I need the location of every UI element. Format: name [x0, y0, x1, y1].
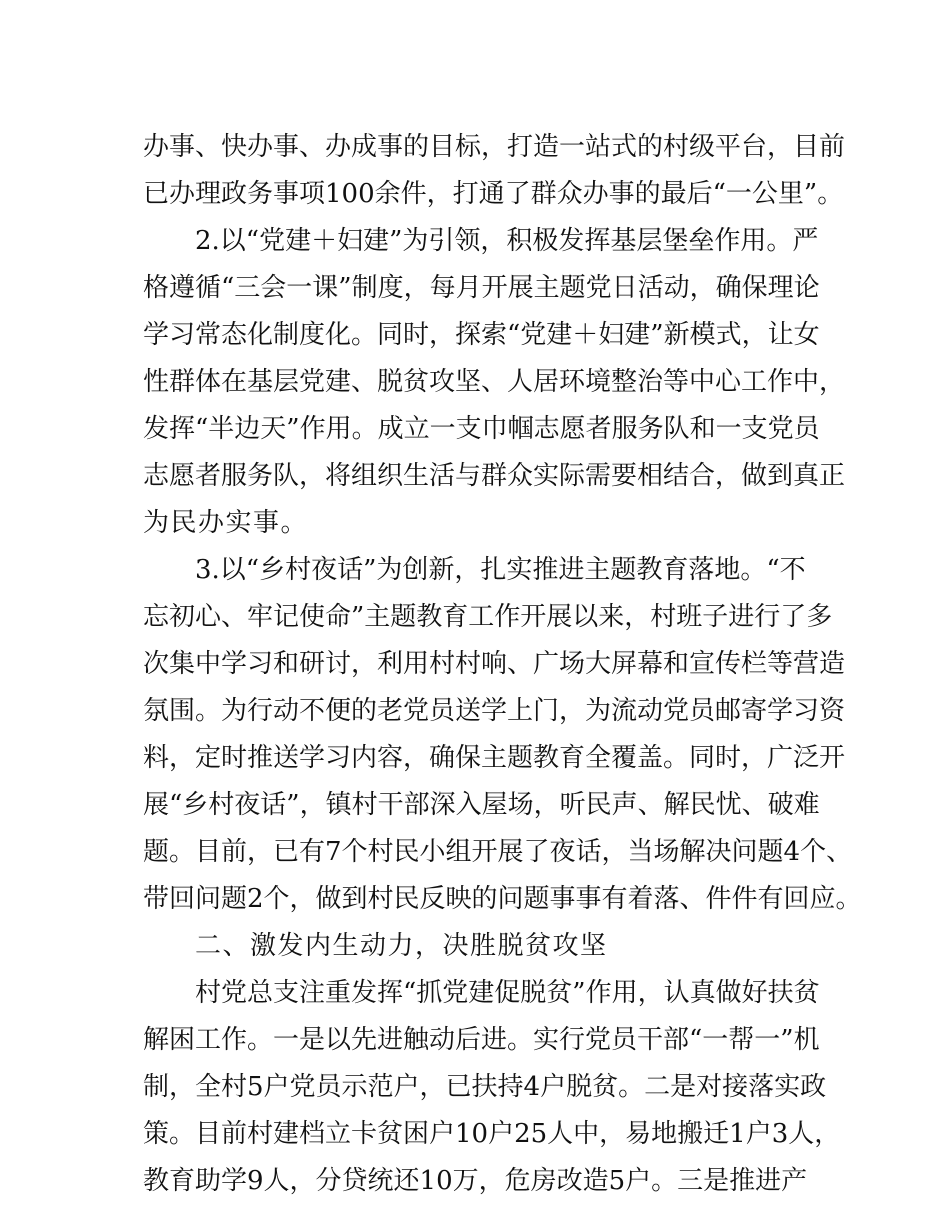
- text-line: 题。目前，已有7个村民小组开展了夜话，当场解决问题4个、: [143, 837, 853, 867]
- text-line: 料，定时推送学习内容，确保主题教育全覆盖。同时，广泛开: [143, 743, 846, 773]
- text-line: 发挥“半边天”作用。成立一支巾帼志愿者服务队和一支党员: [143, 414, 820, 444]
- paragraph-first-line: 二、激发内生动力，决胜脱贫攻坚: [195, 931, 608, 961]
- paragraph-first-line: 2.以“党建＋妇建”为引领，积极发挥基层堡垒作用。严: [195, 226, 819, 256]
- text-line: 志愿者服务队，将组织生活与群众实际需要相结合，做到真正: [143, 461, 846, 491]
- text-line: 忘初心、牢记使命”主题教育工作开展以来，村班子进行了多: [143, 602, 833, 632]
- text-line: 制，全村5户党员示范户，已扶持4户脱贫。二是对接落实政: [143, 1072, 827, 1102]
- text-line: 解困工作。一是以先进触动后进。实行党员干部“一帮一”机: [143, 1025, 820, 1055]
- paragraph-first-line: 村党总支注重发挥“抓党建促脱贫”作用，认真做好扶贫: [195, 978, 820, 1008]
- text-line: 教育助学9人，分贷统还10万，危房改造5户。三是推进产: [143, 1166, 808, 1196]
- text-line: 策。目前村建档立卡贫困户10户25人中，易地搬迁1户3人，: [143, 1119, 841, 1149]
- text-line: 已办理政务事项100余件，打通了群众办事的最后“一公里”。: [143, 179, 844, 209]
- document-body: [143, 124, 862, 1205]
- text-line: 展“乡村夜话”，镇村干部深入屋场，听民声、解民忧、破难: [143, 790, 820, 820]
- text-line: 性群体在基层党建、脱贫攻坚、人居环境整治等中心工作中，: [143, 367, 846, 397]
- text-line: 次集中学习和研讨，利用村村响、广场大屏幕和宣传栏等营造: [143, 649, 846, 679]
- text-line: 格遵循“三会一课”制度，每月开展主题党日活动，确保理论: [143, 273, 820, 303]
- text-line: 带回问题2个，做到村民反映的问题事事有着落、件件有回应。: [143, 884, 862, 914]
- text-line: 为民办实事。: [143, 508, 309, 538]
- text-line: 学习常态化制度化。同时，探索“党建＋妇建”新模式，让女: [143, 320, 820, 350]
- text-line: 办事、快办事、办成事的目标，打造一站式的村级平台，目前: [143, 132, 846, 162]
- paragraph-first-line: 3.以“乡村夜话”为创新，扎实推进主题教育落地。“不: [195, 555, 806, 585]
- text-line: 氛围。为行动不便的老党员送学上门，为流动党员邮寄学习资: [143, 696, 846, 726]
